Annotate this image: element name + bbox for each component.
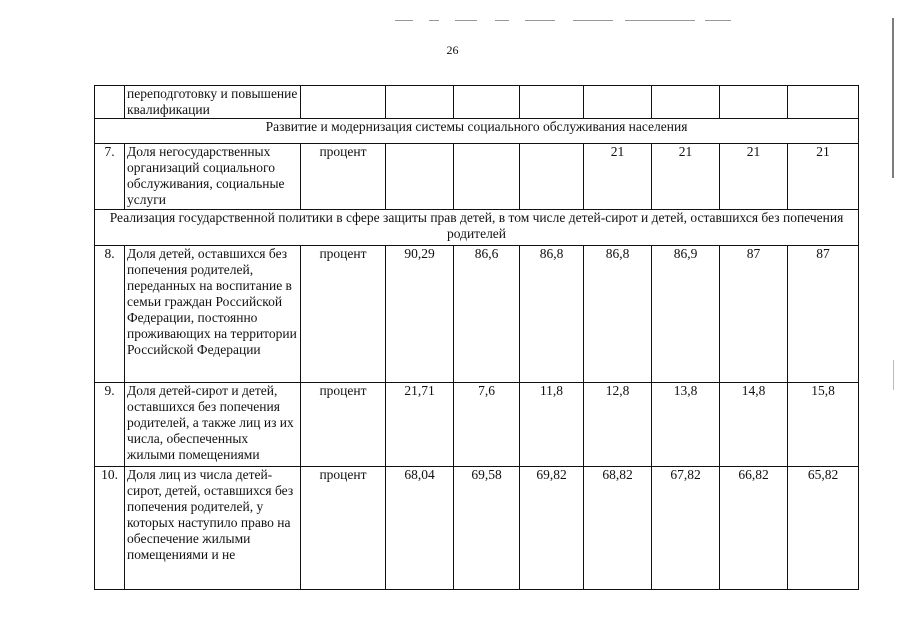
row-number <box>95 86 125 119</box>
unit-cell <box>301 86 386 119</box>
value-cell <box>386 86 454 119</box>
table-row <box>95 246 859 383</box>
value-cell <box>520 144 584 210</box>
table-row <box>95 144 859 210</box>
value-cell <box>788 86 859 119</box>
value-cell: 87 <box>788 246 859 383</box>
value-cell: 67,82 <box>652 467 720 590</box>
value-cell: 11,8 <box>520 383 584 467</box>
indicator-name: Доля негосударственных организаций социального обслуживания, социальные услуги <box>125 144 301 210</box>
value-cell: 69,82 <box>520 467 584 590</box>
indicators-table <box>94 85 859 590</box>
value-cell <box>454 144 520 210</box>
value-cell: 86,6 <box>454 246 520 383</box>
value-cell: 87 <box>720 246 788 383</box>
indicator-name: Доля детей, оставшихся без попечения родителей, переданных на воспитание в семьи граждан Российской Федерации, постоянно проживающих на территории Российской Федерации <box>125 246 301 383</box>
section-header-row <box>95 119 859 144</box>
section-title: Реализация государственной политики в сфере защиты прав детей, в том числе детей-сирот и детей, оставшихся без попечения родителей <box>95 210 859 246</box>
value-cell <box>454 86 520 119</box>
value-cell: 12,8 <box>584 383 652 467</box>
row-number: 8. <box>95 246 125 383</box>
unit-cell: процент <box>301 144 386 210</box>
unit-cell: процент <box>301 383 386 467</box>
value-cell: 21 <box>788 144 859 210</box>
page-number: 26 <box>446 43 459 57</box>
indicator-name: Доля лиц из числа детей-сирот, детей, оставшихся без попечения родителей, у которых наступило право на обеспечение жилыми помещениями и не <box>125 467 301 590</box>
value-cell <box>520 86 584 119</box>
indicator-name: Доля детей-сирот и детей, оставшихся без попечения родителей, а также лиц из их числа, обеспеченных жилыми помещениями <box>125 383 301 467</box>
row-number: 10. <box>95 467 125 590</box>
value-cell <box>386 144 454 210</box>
unit-cell: процент <box>301 246 386 383</box>
value-cell: 86,8 <box>584 246 652 383</box>
table-row <box>95 383 859 467</box>
section-header-row <box>95 210 859 246</box>
value-cell <box>720 86 788 119</box>
value-cell: 7,6 <box>454 383 520 467</box>
value-cell: 68,82 <box>584 467 652 590</box>
value-cell: 21,71 <box>386 383 454 467</box>
scan-edge-mark <box>893 360 894 390</box>
table-row <box>95 86 859 119</box>
value-cell: 69,58 <box>454 467 520 590</box>
value-cell: 90,29 <box>386 246 454 383</box>
row-number: 9. <box>95 383 125 467</box>
value-cell: 86,8 <box>520 246 584 383</box>
table-row <box>95 467 859 590</box>
indicator-name: переподготовку и повышение квалификации <box>125 86 301 119</box>
value-cell: 86,9 <box>652 246 720 383</box>
unit-cell: процент <box>301 467 386 590</box>
value-cell: 21 <box>584 144 652 210</box>
value-cell: 14,8 <box>720 383 788 467</box>
value-cell: 13,8 <box>652 383 720 467</box>
value-cell: 21 <box>652 144 720 210</box>
scan-edge-line <box>892 18 894 178</box>
section-title: Развитие и модернизация системы социального обслуживания населения <box>95 119 859 144</box>
value-cell <box>584 86 652 119</box>
value-cell: 65,82 <box>788 467 859 590</box>
value-cell: 21 <box>720 144 788 210</box>
row-number: 7. <box>95 144 125 210</box>
value-cell: 68,04 <box>386 467 454 590</box>
value-cell <box>652 86 720 119</box>
scan-artifact-marks <box>395 20 735 26</box>
value-cell: 66,82 <box>720 467 788 590</box>
value-cell: 15,8 <box>788 383 859 467</box>
